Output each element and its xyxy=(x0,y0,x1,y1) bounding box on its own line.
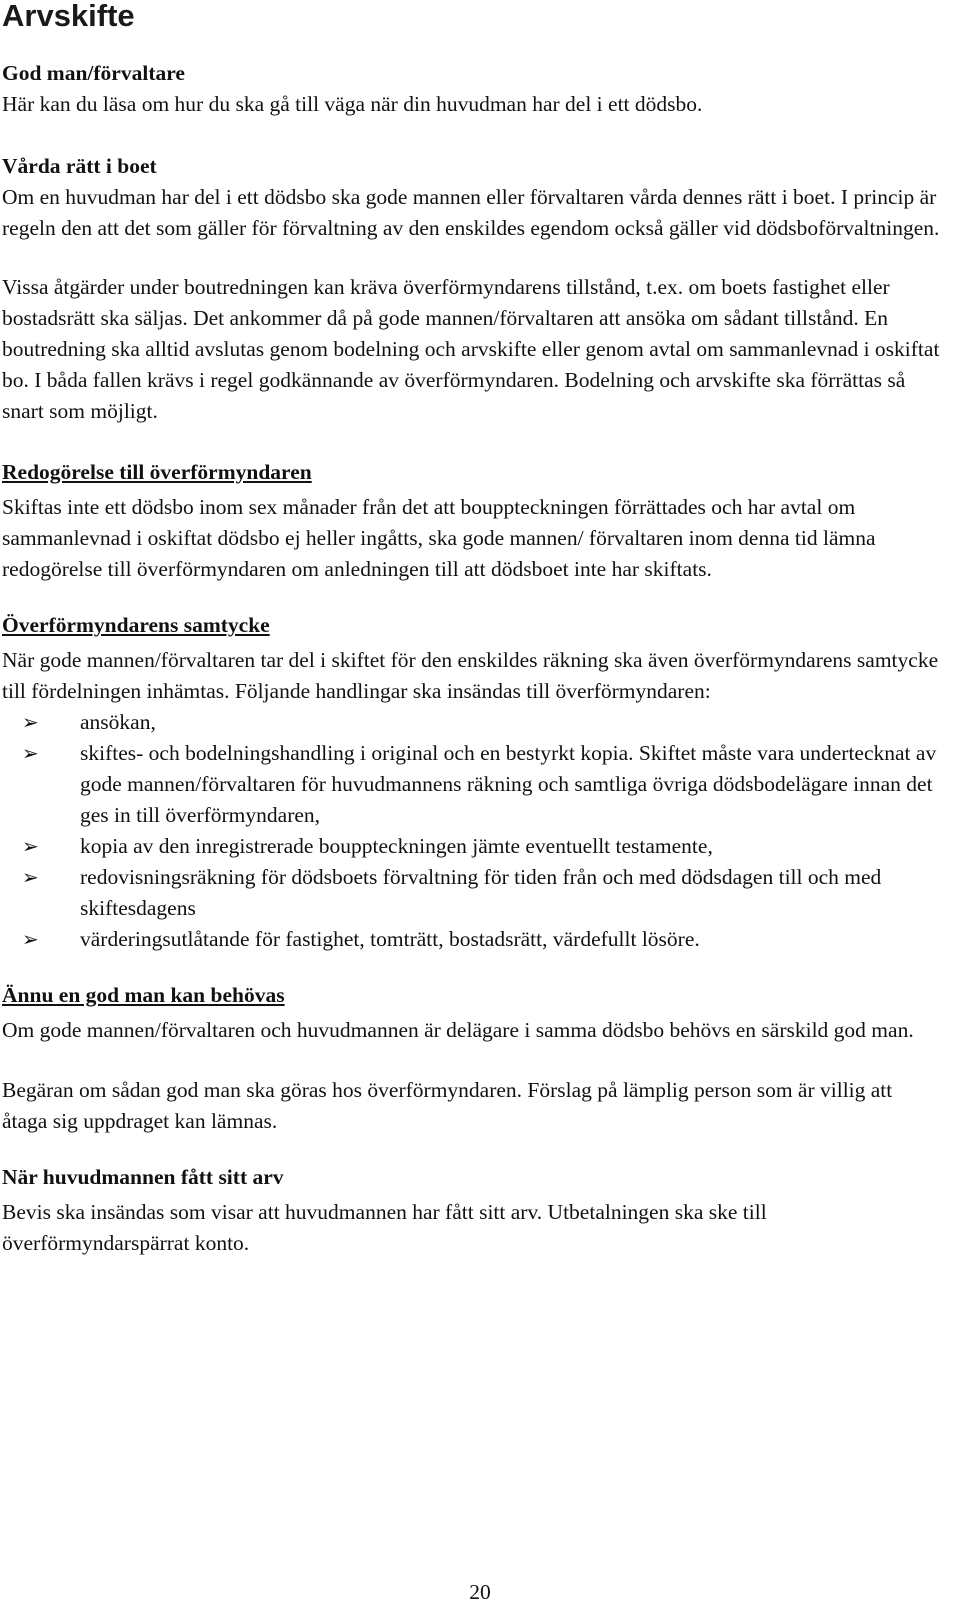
arrow-bullet-icon: ➢ xyxy=(22,741,39,765)
section-text-redogorelse: Skiftas inte ett dödsbo inom sex månader från det att bouppteckningen förrättades och har avtal om sammanlevnad i oskiftat dödsbo ej heller ingåtts, ska gode mannen/ förvaltaren inom denna tid lämna redogörelse till överförmyndaren om anledningen till att dödsboet inte har skiftats. xyxy=(2,495,876,581)
list-item: ➢ värderingsutlåtande för fastighet, tomträtt, bostadsrätt, värdefullt lösöre. xyxy=(2,924,940,955)
section-text-varda-2: Vissa åtgärder under boutredningen kan kräva överförmyndarens tillstånd, t.ex. om boets fastighet eller bostadsrätt ska säljas. Det ankommer då på gode mannen/förvaltaren att ansöka om sådant tillstånd. En boutredning ska alltid avslutas genom bodelning och arvskifte eller genom avtal om sammanlevnad i oskiftat bo. I båda fallen krävs i regel godkännande av överförmyndaren. Bodelning och arvskifte ska förrättas så snart som möjligt. xyxy=(2,275,940,423)
section-text-annu-2: Begäran om sådan god man ska göras hos överförmyndaren. Förslag på lämplig person som är villig att åtaga sig uppdraget kan lämnas. xyxy=(2,1078,893,1133)
section-heading-arv: När huvudmannen fått sitt arv xyxy=(2,1165,284,1189)
section-heading-god-man: God man/förvaltare xyxy=(2,61,185,85)
arrow-bullet-icon: ➢ xyxy=(22,865,39,889)
section-samtycke xyxy=(2,610,940,955)
section-varda xyxy=(2,151,940,427)
section-text-samtycke: När gode mannen/förvaltaren tar del i skiftet för den enskildes räkning ska även överförmyndarens samtycke till fördelningen inhämtas. Följande handlingar ska insändas till överförmyndaren: xyxy=(2,648,939,703)
section-heading-redogorelse: Redogörelse till överförmyndaren xyxy=(2,460,312,484)
section-text-varda-1: Om en huvudman har del i ett dödsbo ska gode mannen eller förvaltaren vårda dennes rätt i boet. I princip är regeln den att det som gäller för förvaltning av den enskildes egendom också gäller vid dödsboförvaltningen. xyxy=(2,185,940,240)
page-title: Arvskifte xyxy=(2,0,135,33)
list-item: ➢ kopia av den inregistrerade bouppteckningen jämte eventuellt testamente, xyxy=(2,831,940,862)
section-arv xyxy=(2,1162,940,1259)
page-number: 20 xyxy=(469,1580,491,1604)
arrow-bullet-icon: ➢ xyxy=(22,927,39,951)
section-heading-varda: Vårda rätt i boet xyxy=(2,154,157,178)
section-text-god-man: Här kan du läsa om hur du ska gå till väga när din huvudman har del i ett dödsbo. xyxy=(2,92,703,116)
section-redogorelse xyxy=(2,457,940,585)
arrow-bullet-icon: ➢ xyxy=(22,710,39,734)
section-text-arv: Bevis ska insändas som visar att huvudmannen har fått sitt arv. Utbetalningen ska ske till överförmyndarspärrat konto. xyxy=(2,1200,767,1255)
section-heading-annu: Ännu en god man kan behövas xyxy=(2,983,285,1007)
section-text-annu-1: Om gode mannen/förvaltaren och huvudmannen är delägare i samma dödsbo behövs en särskild god man. xyxy=(2,1018,914,1042)
section-annu xyxy=(2,980,940,1137)
arrow-bullet-icon: ➢ xyxy=(22,834,39,858)
list-item: ➢ skiftes- och bodelningshandling i original och en bestyrkt kopia. Skiftet måste vara undertecknat av gode mannen/förvaltaren för huvudmannens räkning och samtliga övriga dödsbodelägare innan det ges in till överförmyndaren, xyxy=(2,738,940,831)
required-documents-list xyxy=(2,707,940,955)
list-item: ➢ ansökan, xyxy=(2,707,940,738)
section-heading-samtycke: Överförmyndarens samtycke xyxy=(2,613,270,637)
list-item: ➢ redovisningsräkning för dödsboets förvaltning för tiden från och med dödsdagen till och med skiftesdagens xyxy=(2,862,940,924)
section-god-man xyxy=(2,58,940,120)
